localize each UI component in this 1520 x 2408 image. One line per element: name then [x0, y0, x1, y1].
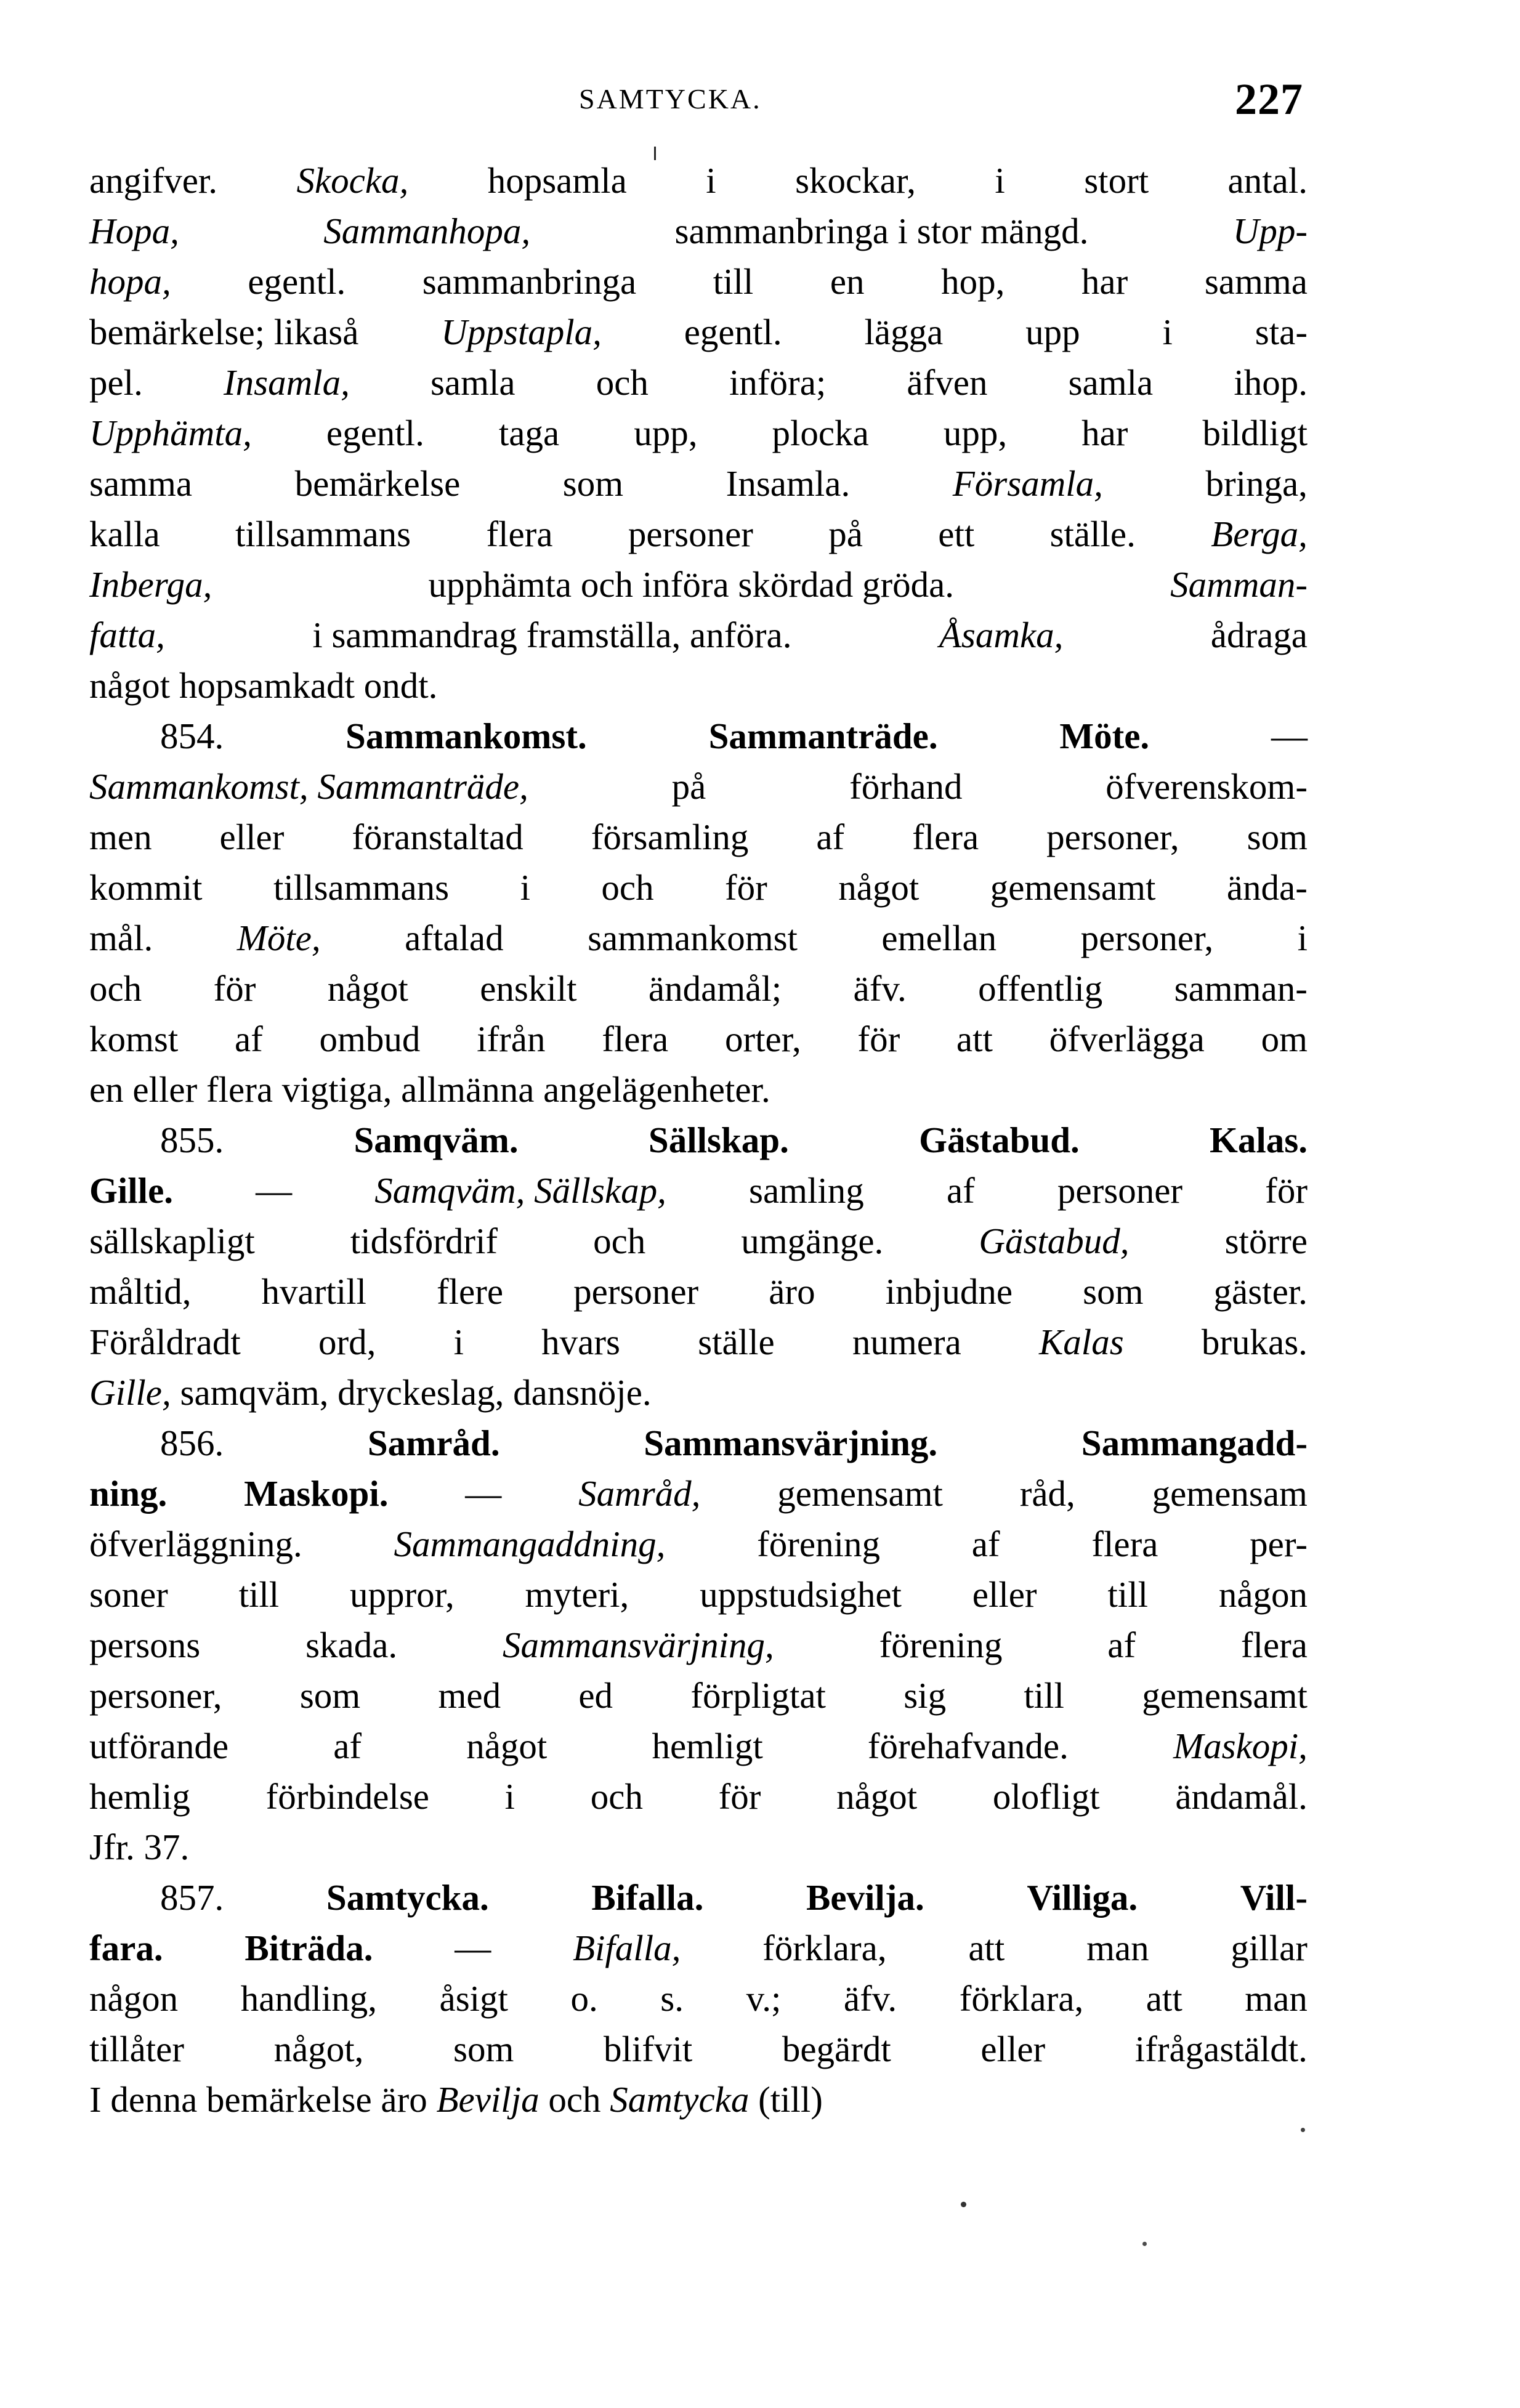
text-run: flera [1091, 1524, 1158, 1564]
text-run: något [838, 867, 920, 908]
text-run: (till) [749, 2079, 823, 2120]
text-run: o. [570, 1978, 598, 2019]
text-run: gillar [1231, 1928, 1308, 1968]
text-run: personer [628, 514, 753, 554]
text-line [89, 610, 1308, 660]
text-line [89, 1418, 1308, 1468]
text-run: ådraga [1210, 615, 1308, 655]
headword-italic: Inberga, [89, 564, 212, 605]
headword-bold: fara. [89, 1928, 163, 1968]
text-line [89, 1165, 1308, 1216]
headword-bold: Sammansvärjning. [644, 1423, 938, 1463]
text-run: aftalad [405, 918, 504, 958]
text-run: församling [591, 817, 749, 857]
text-run: taga [498, 413, 560, 453]
text-run: 855. [160, 1120, 224, 1160]
text-run: — [465, 1473, 502, 1514]
text-run: I denna bemärkelse äro [89, 2079, 437, 2120]
text-run: öfverenskom- [1106, 766, 1308, 807]
text-run: s. [660, 1978, 684, 2019]
headword-italic: Skocka, [296, 160, 409, 201]
text-line [89, 1670, 1308, 1721]
text-run: förening [879, 1625, 1003, 1665]
text-run: och [596, 362, 649, 403]
text-run: som [1247, 817, 1308, 857]
text-line [89, 307, 1308, 357]
text-line [89, 155, 1308, 206]
text-run: personer [573, 1271, 699, 1312]
text-run: — [256, 1170, 293, 1211]
text-run: något [836, 1776, 918, 1817]
text-run: på [828, 514, 863, 554]
headword-bold: Möte. [1059, 716, 1150, 756]
text-run: hopsamla [487, 160, 627, 201]
text-run: plocka [772, 413, 869, 453]
text-run: personer, [1046, 817, 1179, 857]
text-run: i [453, 1322, 464, 1362]
text-run: pel. [89, 362, 143, 403]
text-run: gemensamt [777, 1473, 943, 1514]
text-run: 856. [160, 1423, 224, 1463]
text-run: för [1265, 1170, 1308, 1211]
text-run: tillsammans [273, 867, 450, 908]
text-run: som [562, 463, 624, 504]
text-line [89, 1721, 1308, 1771]
scan-artifact-dot [961, 2202, 966, 2207]
text-run: något [466, 1726, 548, 1766]
text-run: sammanbringa [422, 261, 637, 302]
text-run: flera [912, 817, 979, 857]
headword-italic: Hopa, [89, 211, 179, 251]
text-run: något [327, 968, 408, 1009]
text-run: hvars [541, 1322, 620, 1362]
headword-bold: Sammangadd- [1081, 1423, 1308, 1463]
headword-italic: Samtycka [610, 2079, 750, 2120]
text-run: har [1081, 261, 1128, 302]
headword-bold: Samtycka. [326, 1877, 489, 1918]
text-run: för [213, 968, 256, 1009]
scan-artifact-dot [1301, 2128, 1305, 2132]
headword-italic: Upp- [1232, 211, 1308, 251]
text-run: mål. [89, 918, 153, 958]
text-run: lägga [864, 312, 944, 352]
text-run: myteri, [525, 1574, 629, 1615]
text-line [89, 206, 1308, 256]
text-run: och [590, 1776, 643, 1817]
text-run: ställe [698, 1322, 775, 1362]
text-run: ihop. [1234, 362, 1308, 403]
text-line [89, 1822, 1308, 1872]
text-run: äfven [907, 362, 988, 403]
text-run: äfv. [843, 1978, 897, 2019]
headword-italic: Sammanhopa, [323, 211, 531, 251]
text-run: att [968, 1928, 1005, 1968]
line-start-group [89, 1418, 224, 1468]
headword-italic: Upphämta, [89, 413, 252, 453]
text-run: egentl. [326, 413, 424, 453]
text-run: ombud [319, 1019, 421, 1059]
text-run: brukas. [1201, 1322, 1308, 1362]
text-run: öfverlägga [1049, 1019, 1205, 1059]
headword-bold: Samqväm. [354, 1120, 519, 1160]
text-line [89, 1872, 1308, 1923]
text-run: någon [89, 1978, 179, 2019]
text-line [89, 458, 1308, 509]
text-run: i sammandrag framställa, anföra. [312, 615, 792, 655]
text-run: för [718, 1776, 761, 1817]
text-line [89, 913, 1308, 963]
text-run: föranstaltad [352, 817, 524, 857]
text-run: uppstudsighet [700, 1574, 902, 1615]
text-run: samla [430, 362, 515, 403]
text-run: ända- [1226, 867, 1308, 908]
text-run: numera [852, 1322, 961, 1362]
text-line [89, 761, 1308, 812]
text-run: men [89, 817, 152, 857]
text-run: någon [1218, 1574, 1308, 1615]
text-run: offentlig [978, 968, 1103, 1009]
headword-italic: Samman- [1170, 564, 1308, 605]
headword-bold: Biträda. [245, 1928, 373, 1968]
text-run: kalla [89, 514, 160, 554]
text-run: bringa, [1205, 463, 1308, 504]
text-run: egentl. [684, 312, 782, 352]
text-run: att [1146, 1978, 1182, 2019]
text-run: i [520, 867, 530, 908]
text-run: af [333, 1726, 362, 1766]
text-run: orter, [724, 1019, 801, 1059]
text-run: bemärkelse; likaså [89, 312, 359, 352]
text-run: af [946, 1170, 975, 1211]
text-run: soner [89, 1574, 168, 1615]
headword-bold: ning. [89, 1473, 168, 1514]
text-run: eller [972, 1574, 1037, 1615]
text-run: som [299, 1675, 361, 1716]
text-run: handling, [240, 1978, 377, 2019]
text-run: med [438, 1675, 501, 1716]
text-run: gemensam [1152, 1473, 1308, 1514]
headword-bold: Gästabud. [919, 1120, 1080, 1160]
text-run: i [1297, 918, 1308, 958]
headword-bold: Samråd. [367, 1423, 500, 1463]
text-run: man [1086, 1928, 1149, 1968]
text-run: förbindelse [265, 1776, 429, 1817]
text-run: per- [1250, 1524, 1308, 1564]
headword-italic: Berga, [1211, 514, 1308, 554]
text-run: sammankomst [588, 918, 798, 958]
text-run: införa; [729, 362, 827, 403]
text-run: personer, [89, 1675, 222, 1716]
text-line [89, 660, 1308, 711]
text-run: sig [904, 1675, 947, 1716]
text-run: sällskapligt [89, 1221, 255, 1261]
text-run: som [1083, 1271, 1144, 1312]
text-run: ifrån [477, 1019, 546, 1059]
text-run: större [1224, 1221, 1308, 1261]
text-run: förhand [849, 766, 963, 807]
text-run: komst [89, 1019, 179, 1059]
text-run: uppror, [350, 1574, 455, 1615]
body-text-block [89, 155, 1308, 2125]
text-run: Jfr. 37. [89, 1827, 190, 1867]
text-run: om [1261, 1019, 1308, 1059]
text-line [89, 408, 1308, 458]
text-line [89, 1115, 1308, 1165]
text-run: till [1107, 1574, 1148, 1615]
text-run: hop, [941, 261, 1005, 302]
headword-bold: Maskopi. [244, 1473, 389, 1514]
text-run: — [455, 1928, 491, 1968]
text-run: samqväm, dryckeslag, dansnöje. [171, 1372, 652, 1413]
text-line [89, 1923, 1308, 1973]
headword-italic: Uppstapla, [441, 312, 602, 352]
text-run: ifrågastäldt. [1134, 2029, 1308, 2069]
headword-bold: Bevilja. [806, 1877, 924, 1918]
text-run: samma [89, 463, 193, 504]
text-run: samla [1068, 362, 1154, 403]
headword-bold: Gille. [89, 1170, 174, 1211]
headword-italic: Församla, [952, 463, 1103, 504]
text-run: egentl. [248, 261, 346, 302]
headword-bold: Vill- [1240, 1877, 1308, 1918]
text-run: angifver. [89, 160, 218, 201]
text-line [89, 357, 1308, 408]
text-run: 854. [160, 716, 224, 756]
text-run: förklara, [762, 1928, 887, 1968]
text-run: af [816, 817, 845, 857]
text-run: till [713, 261, 754, 302]
text-run: skada. [305, 1625, 398, 1665]
text-run: bildligt [1202, 413, 1308, 453]
text-run: hemlig [89, 1776, 190, 1817]
text-run: inbjudne [885, 1271, 1013, 1312]
text-run: sta- [1255, 312, 1308, 352]
text-run: enskilt [480, 968, 577, 1009]
text-run: och [539, 2079, 610, 2120]
text-run: eller [219, 817, 285, 857]
text-run: hemligt [652, 1726, 763, 1766]
text-line [89, 862, 1308, 913]
text-run: att [956, 1019, 993, 1059]
text-run: flera [602, 1019, 669, 1059]
line-start-group [89, 1872, 224, 1923]
text-line [89, 1317, 1308, 1367]
headword-italic: Åsamka, [939, 615, 1064, 655]
headword-italic: Bevilja [436, 2079, 540, 2120]
text-run: ett [938, 514, 975, 554]
headword-italic: Bifalla, [573, 1928, 681, 1968]
headword-italic: Kalas [1038, 1322, 1124, 1362]
text-run: personer, [1080, 918, 1214, 958]
running-head [89, 75, 1306, 128]
headword-italic: Möte, [236, 918, 321, 958]
text-run: i [504, 1776, 515, 1817]
headword-italic: Insamla, [223, 362, 350, 403]
text-run: tillåter [89, 2029, 184, 2069]
page-number: 227 [1235, 75, 1303, 124]
text-run: gemensamt [1142, 1675, 1308, 1716]
headword-bold: Kalas. [1210, 1120, 1308, 1160]
text-run: gemensamt [990, 867, 1156, 908]
text-run: man [1245, 1978, 1308, 2019]
text-run: flera [486, 514, 553, 554]
text-run: samling [748, 1170, 864, 1211]
text-line [89, 1216, 1308, 1266]
text-run: förening [757, 1524, 880, 1564]
text-run: eller [980, 2029, 1046, 2069]
line-start-group [89, 711, 224, 761]
text-run: skockar, [795, 160, 916, 201]
text-line [89, 1014, 1308, 1064]
text-run: äfv. [853, 968, 907, 1009]
headword-bold: Bifalla. [591, 1877, 704, 1918]
text-run: i [706, 160, 716, 201]
text-run: äro [769, 1271, 815, 1312]
text-run: bemärkelse [294, 463, 461, 504]
headword-italic: Samqväm, Sällskap, [374, 1170, 666, 1211]
text-run: persons [89, 1625, 201, 1665]
running-head-title: SAMTYCKA. [579, 83, 762, 115]
headword-italic: Gästabud, [979, 1221, 1130, 1261]
text-run: måltid, [89, 1271, 192, 1312]
text-run: samman- [1174, 968, 1308, 1009]
text-line [89, 1771, 1308, 1822]
headword-italic: Sammankomst, Sammanträde, [89, 766, 528, 807]
text-run: upphämta och införa skördad gröda. [428, 564, 955, 605]
text-run: något hopsamkadt ondt. [89, 665, 438, 706]
headword-italic: Samråd, [578, 1473, 701, 1514]
text-line [89, 1367, 1308, 1418]
headword-bold: Sammankomst. [346, 716, 587, 756]
text-run: ord, [318, 1322, 376, 1362]
text-run: blifvit [604, 2029, 693, 2069]
text-run: sammanbringa i stor mängd. [674, 211, 1089, 251]
text-run: råd, [1019, 1473, 1075, 1514]
text-run: en eller flera vigtiga, allmänna angelägenheter. [89, 1069, 770, 1110]
text-run: utförande [89, 1726, 229, 1766]
text-run: af [234, 1019, 263, 1059]
text-run: något, [273, 2029, 364, 2069]
headword-italic: Sammangaddning, [394, 1524, 666, 1564]
text-line [89, 509, 1308, 559]
text-run: v.; [746, 1978, 782, 2019]
headword-bold: Sammanträde. [708, 716, 938, 756]
text-run: 857. [160, 1877, 224, 1918]
text-run: på [671, 766, 706, 807]
text-run: upp, [634, 413, 698, 453]
text-line [89, 2074, 1308, 2125]
headword-italic: Sammansvärjning, [502, 1625, 774, 1665]
text-run: upp [1025, 312, 1080, 352]
text-run: gäster. [1213, 1271, 1308, 1312]
line-start-group [89, 1115, 224, 1165]
text-line [89, 812, 1308, 862]
text-run: ändamål. [1175, 1776, 1308, 1817]
text-run: i [1162, 312, 1173, 352]
text-run: och [601, 867, 654, 908]
text-run: förpligtat [690, 1675, 826, 1716]
text-run: ändamål; [648, 968, 782, 1009]
text-run: af [1107, 1625, 1136, 1665]
text-run: hvartill [261, 1271, 366, 1312]
text-run: ställe. [1049, 514, 1136, 554]
text-run: till [1024, 1675, 1064, 1716]
text-line [89, 1519, 1308, 1569]
text-line [89, 711, 1308, 761]
headword-italic: hopa, [89, 261, 171, 302]
text-line [89, 1973, 1308, 2024]
text-line [89, 559, 1308, 610]
text-run: af [971, 1524, 1000, 1564]
text-line [89, 1064, 1308, 1115]
text-run: flere [436, 1271, 504, 1312]
text-run: begärdt [782, 2029, 891, 2069]
text-run: och [89, 968, 142, 1009]
text-run: för [725, 867, 767, 908]
text-run: till [238, 1574, 280, 1615]
text-run: förklara, [959, 1978, 1084, 2019]
headword-italic: Gille, [89, 1372, 171, 1413]
text-run: som [453, 2029, 514, 2069]
text-run: för [857, 1019, 900, 1059]
text-run: öfverläggning. [89, 1524, 302, 1564]
text-run: antal. [1227, 160, 1308, 201]
text-run: ed [578, 1675, 613, 1716]
text-run: flera [1240, 1625, 1308, 1665]
text-run: tidsfördrif [350, 1221, 498, 1261]
text-run: samma [1204, 261, 1308, 302]
text-run: tillsammans [235, 514, 411, 554]
text-line [89, 1468, 1308, 1519]
headword-bold: Sällskap. [648, 1120, 789, 1160]
text-line [89, 256, 1308, 307]
text-run: olofligt [992, 1776, 1100, 1817]
text-run: umgänge. [741, 1221, 884, 1261]
text-run: Föråldradt [89, 1322, 241, 1362]
text-run: i [995, 160, 1005, 201]
text-run: — [1271, 716, 1308, 756]
headword-italic: fatta, [89, 615, 165, 655]
text-line [89, 2024, 1308, 2074]
text-line [89, 1569, 1308, 1620]
scan-artifact-dot [1142, 2242, 1147, 2246]
text-run: emellan [881, 918, 997, 958]
text-line [89, 1620, 1308, 1670]
text-run: Insamla. [726, 463, 851, 504]
headword-bold: Villiga. [1027, 1877, 1138, 1918]
text-line [89, 963, 1308, 1014]
text-run: kommit [89, 867, 203, 908]
text-run: en [830, 261, 865, 302]
text-run: åsigt [439, 1978, 508, 2019]
text-run: och [593, 1221, 646, 1261]
text-run: har [1081, 413, 1128, 453]
text-run: stort [1084, 160, 1149, 201]
text-run: upp, [943, 413, 1008, 453]
text-line [89, 1266, 1308, 1317]
text-run: förehafvande. [867, 1726, 1069, 1766]
headword-italic: Maskopi, [1173, 1726, 1308, 1766]
text-run: personer [1057, 1170, 1183, 1211]
